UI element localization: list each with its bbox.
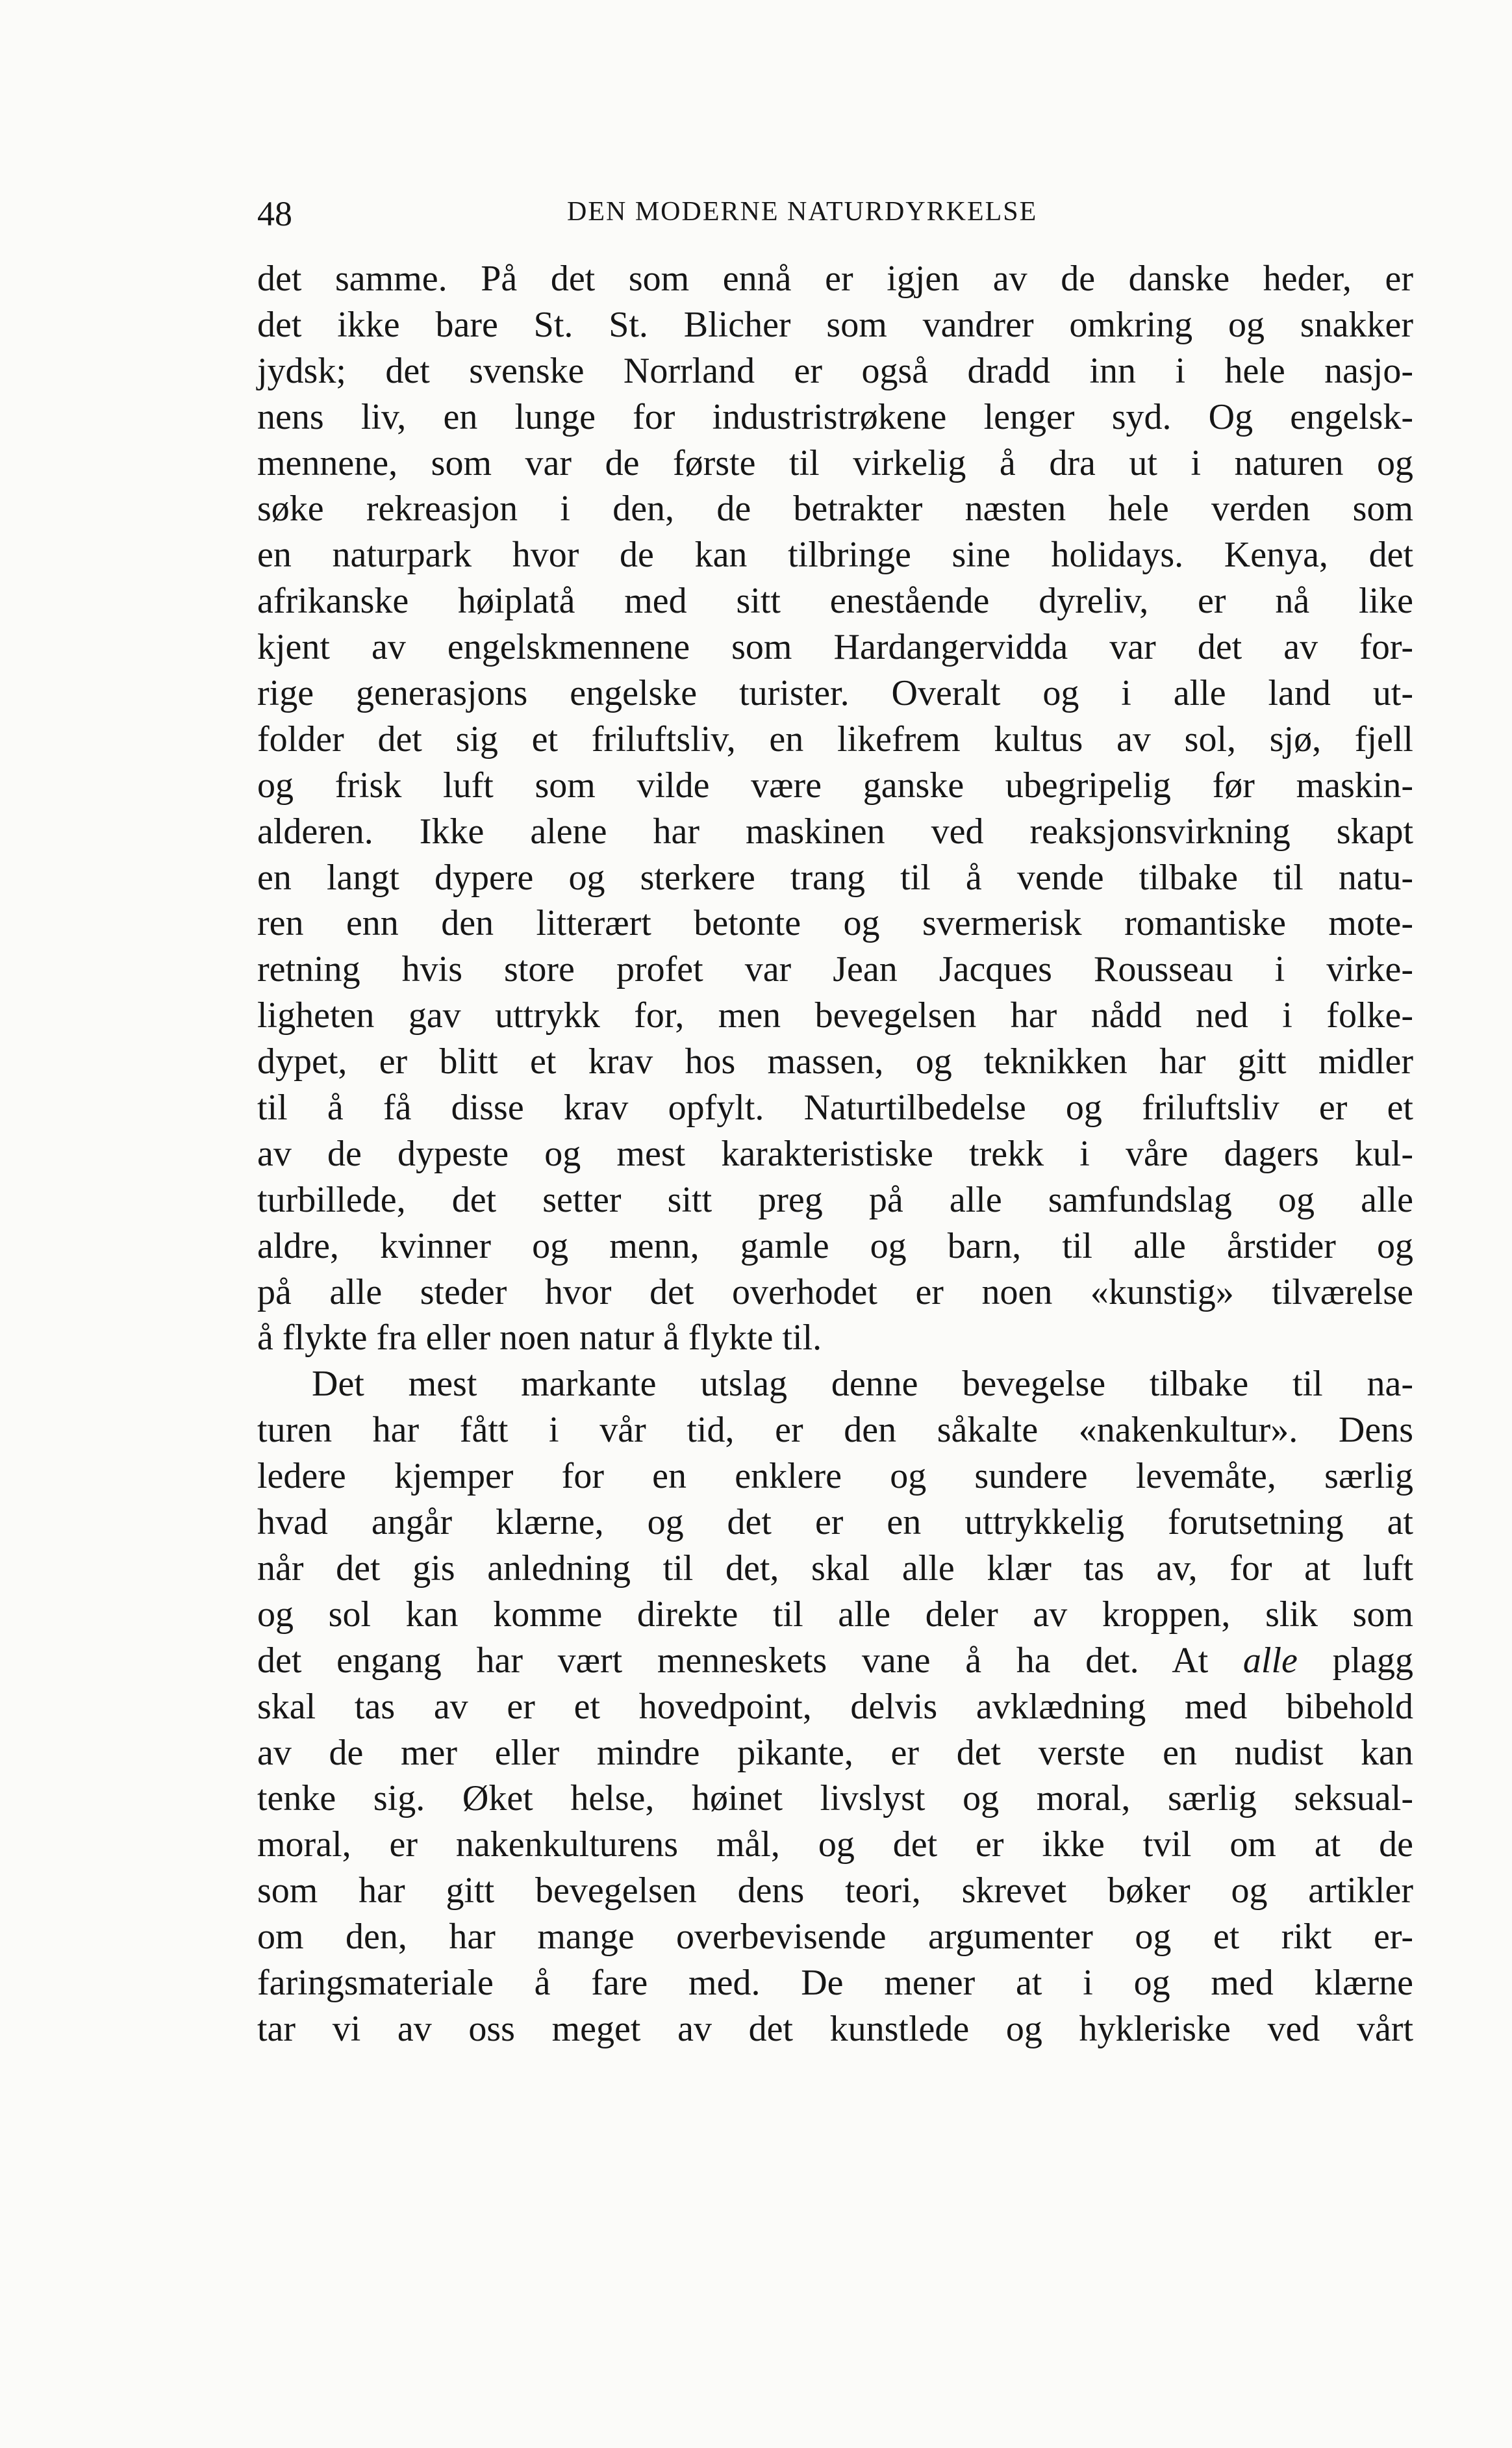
body-text <box>257 256 1413 2052</box>
italic-line-before: det engang har vært menneskets vane å ha det. At <box>257 1640 1243 1681</box>
page-number: 48 <box>257 194 292 233</box>
text-line: ledere kjemper for en enklere og sundere levemåte, særlig <box>257 1456 1413 1497</box>
text-line: skal tas av er et hovedpoint, delvis avklædning med bibehold <box>257 1686 1413 1727</box>
text-line: ren enn den litterært betonte og svermerisk romantiske mote- <box>257 903 1413 944</box>
text-line: retning hvis store profet var Jean Jacques Rousseau i virke- <box>257 949 1413 990</box>
text-line: og sol kan komme direkte til alle deler av kroppen, slik som <box>257 1594 1413 1635</box>
text-line: afrikanske høiplatå med sitt enestående dyreliv, er nå like <box>257 581 1413 622</box>
text-line: nens liv, en lunge for industristrøkene lenger syd. Og engelsk- <box>257 396 1413 437</box>
text-line: rige generasjons engelske turister. Overalt og i alle land ut- <box>257 673 1413 714</box>
text-line: moral, er nakenkulturens mål, og det er ikke tvil om at de <box>257 1824 1413 1865</box>
text-line: dypet, er blitt et krav hos massen, og teknikken har gitt midler <box>257 1041 1413 1082</box>
text-line: folder det sig et friluftsliv, en likefrem kultus av sol, sjø, fjell <box>257 719 1413 759</box>
text-line: aldre, kvinner og menn, gamle og barn, til alle årstider og <box>257 1225 1413 1266</box>
text-line: hvad angår klærne, og det er en uttrykkelig forutsetning at <box>257 1502 1413 1543</box>
text-line: ligheten gav uttrykk for, men bevegelsen har nådd ned i folke- <box>257 995 1413 1036</box>
text-line: når det gis anledning til det, skal alle klær tas av, for at luft <box>257 1548 1413 1588</box>
text-line: alderen. Ikke alene har maskinen ved reaksjonsvirkning skapt <box>257 811 1413 852</box>
text-line: faringsmateriale å fare med. De mener at i og med klærne <box>257 1962 1413 2003</box>
text-line: turen har fått i vår tid, er den såkalte «nakenkultur». Dens <box>257 1410 1413 1451</box>
text-line: tenke sig. Øket helse, høinet livslyst og moral, særlig seksual- <box>257 1778 1413 1819</box>
text-line: til å få disse krav opfylt. Naturtilbedelse og friluftsliv er et <box>257 1088 1413 1128</box>
italic-line-after: plagg <box>1297 1640 1413 1681</box>
text-line: kjent av engelskmennene som Hardangervidda var det av for- <box>257 627 1413 668</box>
paragraph-start-line: Det mest markante utslag denne bevegelse tilbake til na- <box>312 1364 1413 1405</box>
italic-emphasis: alle <box>1242 1640 1298 1681</box>
text-line: turbillede, det setter sitt preg på alle samfundslag og alle <box>257 1179 1413 1220</box>
text-line: det samme. På det som ennå er igjen av de danske heder, er <box>257 259 1413 299</box>
text-line: en naturpark hvor de kan tilbringe sine holidays. Kenya, det <box>257 535 1413 576</box>
text-line: tar vi av oss meget av det kunstlede og hykleriske ved vårt <box>257 2008 1413 2049</box>
running-head: DEN MODERNE NATURDYRKELSE <box>567 197 1038 227</box>
text-line: på alle steder hvor det overhodet er noen «kunstig» tilværelse <box>257 1271 1413 1312</box>
text-line: en langt dypere og sterkere trang til å vende tilbake til natu- <box>257 857 1413 898</box>
text-line: av de mer eller mindre pikante, er det verste en nudist kan <box>257 1732 1413 1773</box>
text-line: søke rekreasjon i den, de betrakter næsten hele verden som <box>257 489 1413 529</box>
text-line: jydsk; det svenske Norrland er også dradd inn i hele nasjo- <box>257 350 1413 391</box>
text-line: av de dypeste og mest karakteristiske trekk i våre dagers kul- <box>257 1133 1413 1174</box>
text-line: om den, har mange overbevisende argumenter og et rikt er- <box>257 1917 1413 1957</box>
text-line: som har gitt bevegelsen dens teori, skrevet bøker og artikler <box>257 1870 1413 1911</box>
text-line: og frisk luft som vilde være ganske ubegripelig før maskin- <box>257 765 1413 806</box>
text-line-italic <box>257 1638 1413 1684</box>
text-line: det ikke bare St. St. Blicher som vandrer omkring og snakker <box>257 304 1413 345</box>
page-header <box>257 190 1413 235</box>
paragraph-end-line: å flykte fra eller noen natur å flykte til. <box>257 1318 822 1358</box>
text-line: mennene, som var de første til virkelig å dra ut i naturen og <box>257 442 1413 483</box>
